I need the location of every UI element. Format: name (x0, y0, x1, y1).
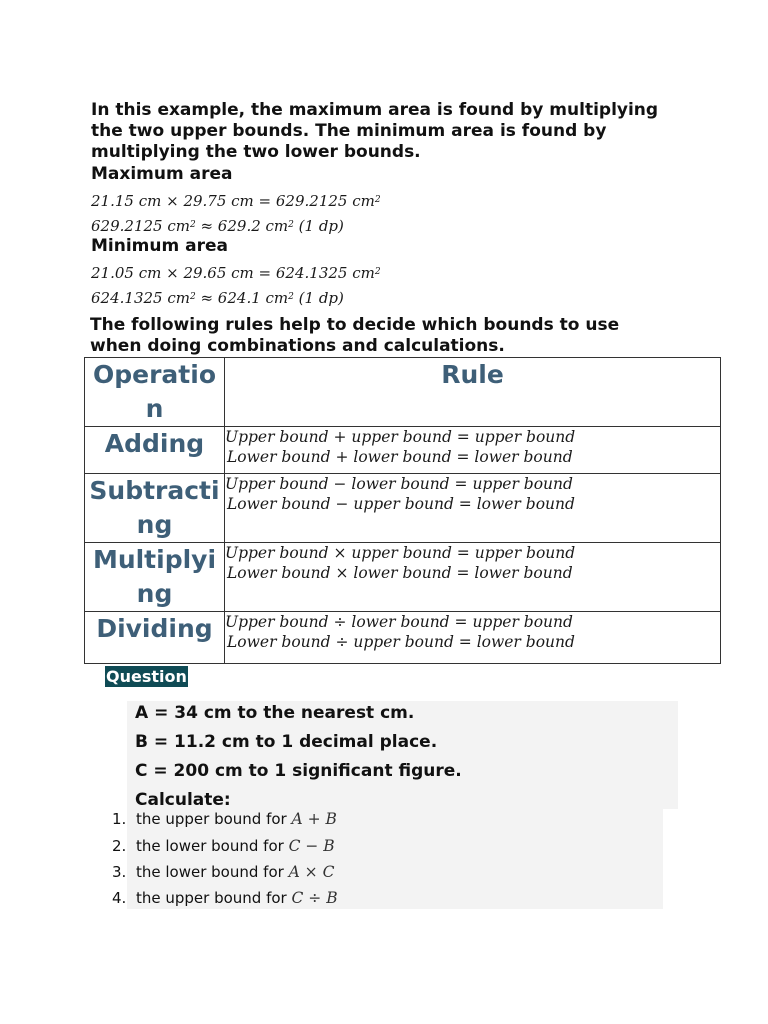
list-item-expression: A + B (291, 810, 337, 828)
list-item-number: 1. (112, 810, 127, 828)
rule-cell (225, 612, 721, 664)
rule-cell (225, 427, 721, 474)
maximum-area-heading: Maximum area (91, 164, 233, 184)
list-item-text: the upper bound for (136, 889, 292, 907)
bounds-rules-table (84, 357, 721, 664)
rules-intro-line-2: when doing combinations and calculations. (90, 336, 505, 356)
list-item-expression: A × C (288, 863, 335, 881)
maximum-calc-2-b: ≈ 629.2 cm (195, 217, 289, 235)
rule-cell (225, 543, 721, 612)
minimum-calc-1 (91, 263, 381, 283)
question-line-b: B = 11.2 cm to 1 decimal place. (135, 732, 438, 752)
list-item (112, 862, 334, 882)
list-item-text: the lower bound for (136, 837, 289, 855)
table-row (85, 612, 721, 664)
list-item-number: 2. (112, 837, 127, 855)
list-item (112, 888, 338, 908)
minimum-calc-2 (91, 288, 344, 308)
rule-line: Lower bound + lower bound = lower bound (227, 448, 573, 466)
minimum-calc-2-c: (1 dp) (293, 289, 344, 307)
maximum-calc-2-a: 629.2125 cm (91, 217, 190, 235)
intro-paragraph (91, 100, 711, 163)
question-line-c: C = 200 cm to 1 significant figure. (135, 761, 462, 781)
rule-line: Upper bound − lower bound = upper bound (225, 475, 573, 493)
list-item-text: the lower bound for (136, 863, 289, 881)
question-line-calculate: Calculate: (135, 790, 231, 810)
rules-intro-paragraph (90, 315, 710, 357)
minimum-calc-1-text: 21.05 cm × 29.65 cm = 624.1325 cm (91, 264, 375, 282)
maximum-calc-2-c: (1 dp) (293, 217, 344, 235)
maximum-calc-2 (91, 216, 344, 236)
table-row (85, 543, 721, 612)
list-item (112, 836, 335, 856)
rule-line: Lower bound ÷ upper bound = lower bound (227, 633, 575, 651)
minimum-calc-1-sup: 2 (374, 267, 381, 277)
maximum-calc-2-sup1: 2 (189, 220, 196, 230)
table-header-row (85, 358, 721, 427)
intro-line-1: In this example, the maximum area is found by multiplying (91, 100, 659, 120)
operation-cell: Multiplying (85, 543, 225, 612)
rule-line: Upper bound ÷ lower bound = upper bound (225, 613, 573, 631)
rule-line: Lower bound − upper bound = lower bound (227, 495, 575, 513)
rule-line: Upper bound + upper bound = upper bound (225, 428, 576, 446)
intro-line-2: the two upper bounds. The minimum area is found by (91, 121, 607, 141)
minimum-area-heading: Minimum area (91, 236, 228, 256)
rule-line: Upper bound × upper bound = upper bound (225, 544, 576, 562)
rules-intro-line-1: The following rules help to decide which bounds to use (90, 315, 620, 335)
operation-cell: Dividing (85, 612, 225, 664)
table-row (85, 427, 721, 474)
operation-cell: Adding (85, 427, 225, 474)
question-badge: Question (106, 667, 187, 686)
table-row (85, 474, 721, 543)
list-item-text: the upper bound for (136, 810, 292, 828)
list-item (112, 809, 337, 829)
minimum-calc-2-sup1: 2 (189, 292, 196, 302)
list-item-number: 3. (112, 863, 127, 881)
maximum-calc-1 (91, 191, 381, 211)
minimum-calc-2-sup2: 2 (288, 292, 294, 302)
intro-line-3: multiplying the two lower bounds. (91, 142, 421, 162)
rule-cell (225, 474, 721, 543)
minimum-calc-2-a: 624.1325 cm (91, 289, 190, 307)
list-item-expression: C − B (288, 837, 335, 855)
header-rule: Rule (225, 358, 721, 427)
maximum-calc-2-sup2: 2 (288, 220, 294, 230)
rule-line: Lower bound × lower bound = lower bound (227, 564, 573, 582)
header-operation: Operation (85, 358, 225, 427)
list-item-expression: C ÷ B (291, 889, 338, 907)
minimum-calc-2-b: ≈ 624.1 cm (195, 289, 289, 307)
operation-cell: Subtracting (85, 474, 225, 543)
maximum-calc-1-sup: 2 (374, 195, 381, 205)
list-item-number: 4. (112, 889, 127, 907)
maximum-calc-1-text: 21.15 cm × 29.75 cm = 629.2125 cm (91, 192, 375, 210)
question-line-a: A = 34 cm to the nearest cm. (135, 703, 415, 723)
